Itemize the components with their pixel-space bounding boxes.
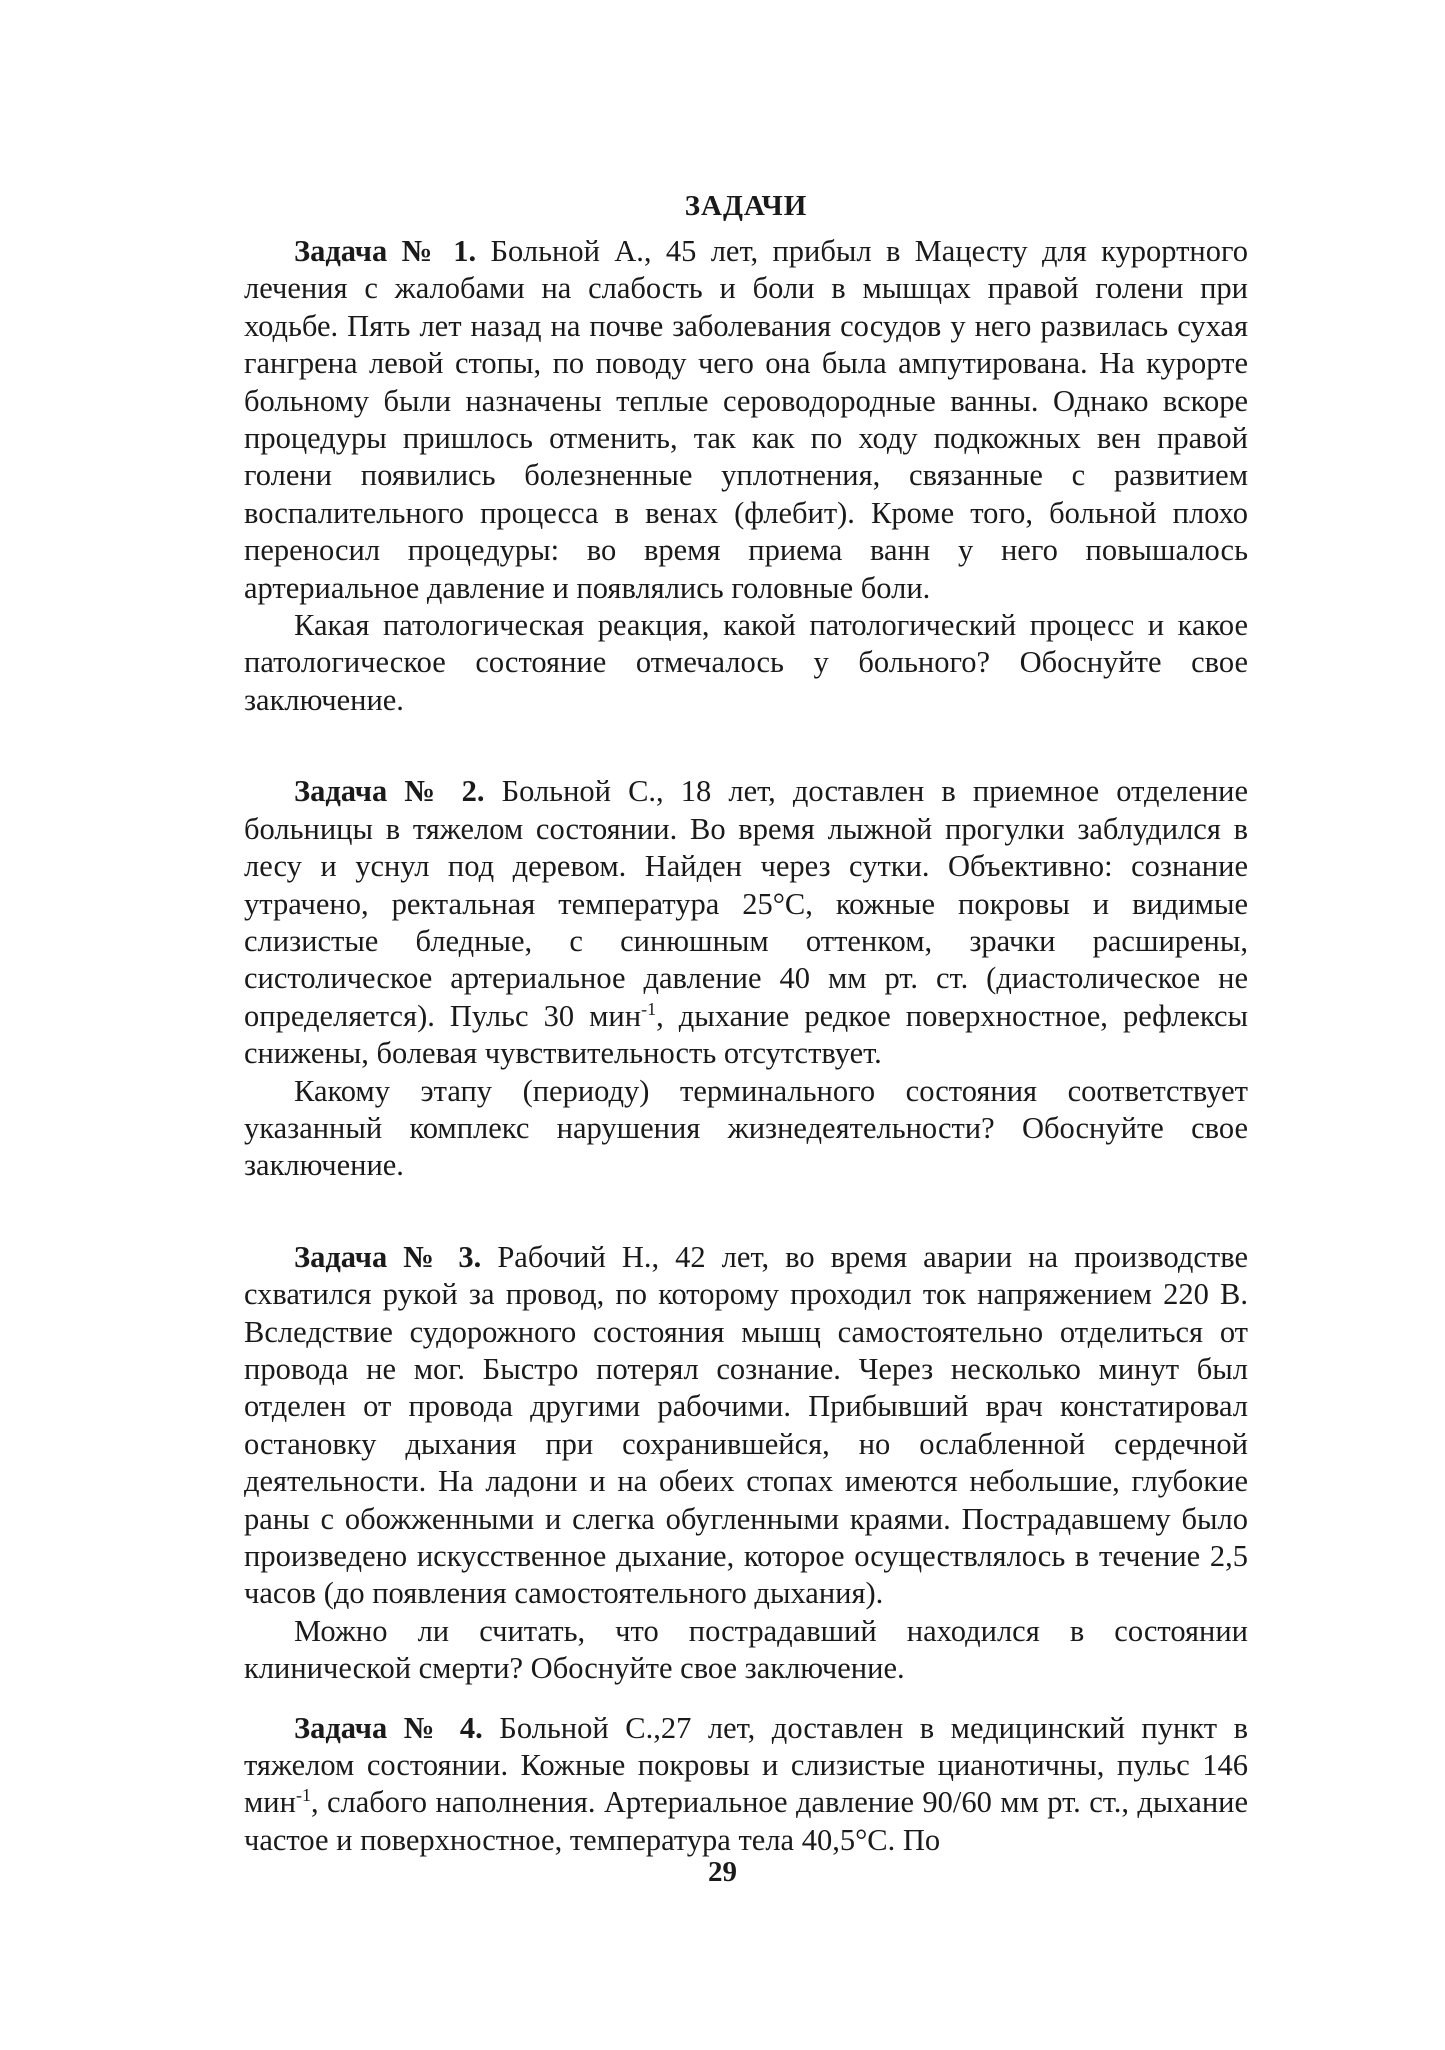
- task-4-body: [244, 1710, 1248, 1860]
- task-4-text-b: , слабого наполнения. Артериальное давление 90/60 мм рт. ст., дыхание частое и поверхностное, температура тела 40,5°С. По: [244, 1785, 1248, 1857]
- task-1-text: Больной А., 45 лет, прибыл в Мацесту для курортного лечения с жалобами на слабость и боли в мышцах правой голени при ходьбе. Пять лет назад на почве заболевания сосудов у него развилась сухая гангрена левой стопы, по поводу чего она была ампутирована. На курорте больному были назначены теплые сероводородные ванны. Однако вскоре процедуры пришлось отменить, так как по ходу подкожных вен правой голени появились болезненные уплотнения, связанные с развитием воспалительного процесса в венах (флебит). Кроме того, больной плохо переносил процедуры: во время приема ванн у него повышалось артериальное давление и появлялись головные боли.: [244, 234, 1249, 605]
- task-4-text-a: Больной С.,27 лет, доставлен в медицинский пункт в тяжелом состоянии. Кожные покровы и слизистые цианотичны, пульс 146 мин: [244, 1710, 1249, 1820]
- spacer: [244, 719, 1248, 773]
- page-number: 29: [708, 1856, 737, 1888]
- task-2-title: Задача № 2.: [294, 774, 485, 809]
- section-heading: ЗАДАЧИ: [684, 190, 808, 222]
- task-2-body: [244, 773, 1248, 1072]
- task-1-body: [244, 233, 1248, 607]
- task-3-question: Можно ли считать, что пострадавший находился в состоянии клинической смерти? Обоснуйте свое заключение.: [244, 1613, 1248, 1686]
- task-2-sup: -1: [641, 998, 657, 1019]
- task-2-text-a: Больной С., 18 лет, доставлен в приемное отделение больницы в тяжелом состоянии. Во время лыжной прогулки заблудился в лесу и уснул под деревом. Найден через сутки. Объективно: сознание утрачено, ректальная температура 25°С, кожные покровы и видимые слизистые бледные, с синюшным оттенком, зрачки расширены, систолическое артериальное давление 40 мм рт. ст. (диастолическое не определяется). Пульс 30 мин: [244, 774, 1249, 1033]
- task-2-text-b: , дыхание редкое поверхностное, рефлексы снижены, болевая чувствительность отсутствует.: [244, 998, 1248, 1071]
- spacer: [244, 1688, 1248, 1710]
- task-4-title: Задача № 4.: [294, 1710, 483, 1745]
- spacer: [244, 1185, 1248, 1239]
- task-2-question: Какому этапу (периоду) терминального состояния соответствует указанный комплекс нарушения жизнедеятельности? Обоснуйте свое заключение.: [244, 1073, 1248, 1183]
- task-3-text: Рабочий Н., 42 лет, во время аварии на производстве схватился рукой за провод, по которому проходил ток напряжением 220 В. Вследствие судорожного состояния мышц самостоятельно отделиться от провода не мог. Быстро потерял сознание. Через несколько минут был отделен от провода другими рабочими. Прибывший врач констатировал остановку дыхания при сохранившейся, но ослабленной сердечной деятельности. На ладони и на обеих стопах имеются небольшие, глубокие раны с обожженными и слегка обугленными краями. Пострадавшему было произведено искусственное дыхание, которое осуществлялось в течение 2,5 часов (до появления самостоятельного дыхания).: [244, 1239, 1248, 1611]
- page-content: [244, 188, 1248, 1859]
- task-3-title: Задача № 3.: [294, 1239, 482, 1274]
- task-3-body: [244, 1239, 1248, 1613]
- task-1-title: Задача № 1.: [294, 234, 477, 268]
- task-4-sup: -1: [295, 1785, 311, 1806]
- task-1-question: Какая патологическая реакция, какой патологический процесс и какое патологическое состояние отмечалось у больного? Обоснуйте свое заключение.: [244, 608, 1248, 717]
